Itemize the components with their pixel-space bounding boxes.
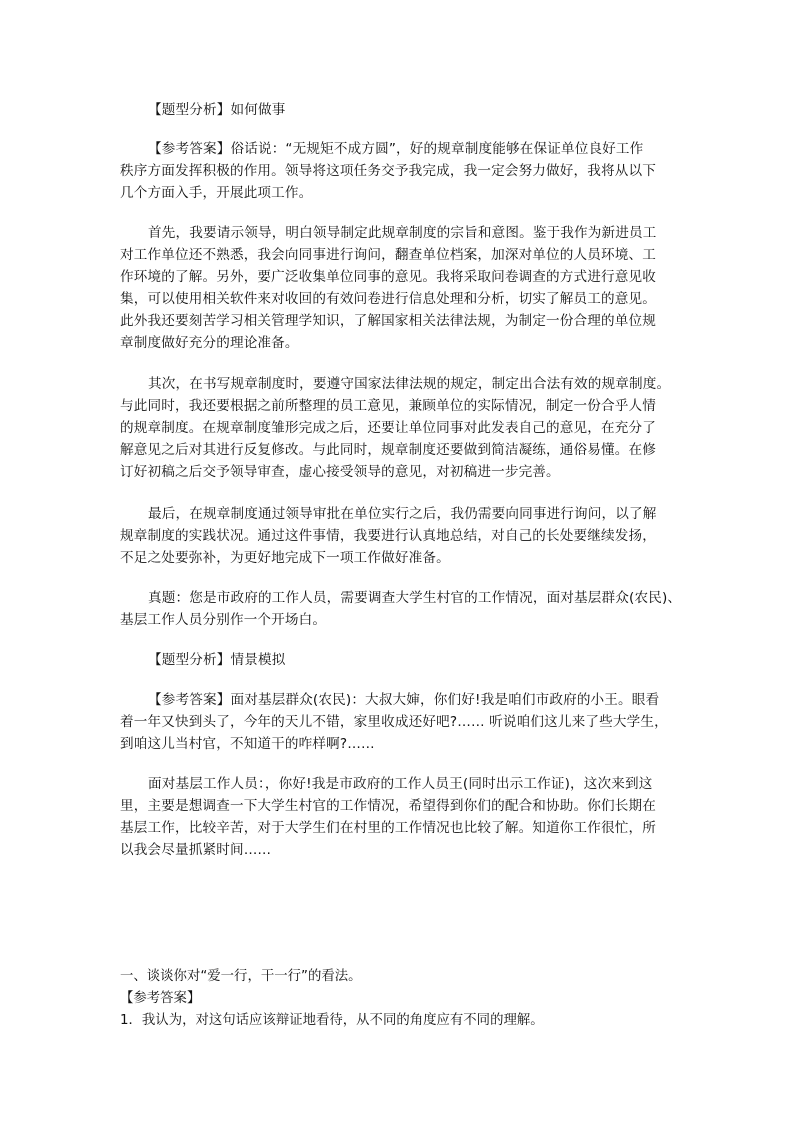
text-line: 对工作单位还不熟悉，我会向同事进行询问，翻查单位档案，加深对单位的人员环境、工 (120, 247, 657, 263)
paragraph-topic-analysis-1 (120, 99, 680, 121)
text-line: 此外我还要刻苦学习相关管理学知识，了解国家相关法律法规，为制定一份合理的单位规 (120, 313, 657, 329)
paragraph-staff-opening (120, 773, 680, 861)
text-line: 规章制度的实践状况。通过这件事情，我要进行认真地总结，对自己的长处要继续发扬， (120, 528, 657, 544)
text-line: 到咱这儿当村官，不知道干的咋样啊?…… (120, 736, 375, 752)
answer-label: 【参考答案】 (120, 991, 201, 1006)
answer-point-1: 1．我认为，对这句话应该辩证地看待，从不同的角度应有不同的理解。 (120, 1013, 544, 1028)
text-line: 的规章制度。在规章制度雏形完成之后，还要让单位同事对此发表自己的意见，在充分了 (120, 420, 657, 436)
text-line: 几个方面入手，开展此项工作。 (120, 185, 313, 201)
text-line: 章制度做好充分的理论准备。 (120, 335, 299, 351)
paragraph-reference-answer-2 (120, 689, 680, 755)
text-line: 【题型分析】如何做事 (148, 102, 286, 118)
text-line: 着一年又快到头了，今年的天儿不错，家里收成还好吧?…… 听说咱们这儿来了些大学生， (120, 714, 668, 730)
text-line: 【参考答案】俗话说：“无规矩不成方圆”，好的规章制度能够在保证单位良好工作 (148, 141, 644, 157)
paragraph-topic-analysis-2 (120, 649, 680, 671)
text-line: 基层工作人员分别作一个开场白。 (120, 612, 327, 628)
text-line: 【题型分析】情景模拟 (148, 652, 286, 668)
text-line: 集，可以使用相关软件来对收回的有效问卷进行信息处理和分析，切实了解员工的意见。 (120, 291, 657, 307)
paragraph-first-step (120, 222, 680, 354)
paragraph-real-question (120, 587, 680, 631)
text-line: 订好初稿之后交予领导审查，虚心接受领导的意见，对初稿进一步完善。 (120, 464, 560, 480)
question-love-job (120, 966, 680, 1032)
paragraph-final-step (120, 503, 680, 569)
text-line: 作环境的了解。另外，要广泛收集单位同事的意见。我将采取问卷调查的方式进行意见收 (120, 269, 657, 285)
text-line: 面对基层工作人员：，你好!我是市政府的工作人员王(同时出示工作证)，这次来到这 (148, 776, 653, 792)
paragraph-reference-answer-1 (120, 138, 680, 204)
text-line: 其次，在书写规章制度时，要遵守国家法律法规的规定，制定出合法有效的规章制度。 (148, 376, 671, 392)
text-line: 【参考答案】面对基层群众(农民)：大叔大婶，你们好!我是咱们市政府的小王。眼看 (148, 692, 660, 708)
text-line: 里，主要是想调查一下大学生村官的工作情况，希望得到你们的配合和协助。你们长期在 (120, 798, 657, 814)
paragraph-second-step (120, 373, 680, 483)
text-line: 以我会尽量抓紧时间…… (120, 842, 272, 858)
question-title: 一、谈谈你对“爱一行，干一行”的看法。 (120, 969, 362, 984)
text-line: 基层工作，比较辛苦，对于大学生们在村里的工作情况也比较了解。知道你工作很忙，所 (120, 820, 657, 836)
text-line: 不足之处要弥补，为更好地完成下一项工作做好准备。 (120, 550, 450, 566)
text-line: 秩序方面发挥积极的作用。领导将这项任务交予我完成，我一定会努力做好，我将从以下 (120, 163, 657, 179)
text-line: 首先，我要请示领导，明白领导制定此规章制度的宗旨和意图。鉴于我作为新进员工 (148, 225, 657, 241)
text-line: 与此同时，我还要根据之前所整理的员工意见，兼顾单位的实际情况，制定一份合乎人情 (120, 398, 657, 414)
text-line: 最后，在规章制度通过领导审批在单位实行之后，我仍需要向同事进行询问，以了解 (148, 506, 657, 522)
text-line: 解意见之后对其进行反复修改。与此同时，规章制度还要做到简洁凝练，通俗易懂。在修 (120, 442, 657, 458)
text-line: 真题：您是市政府的工作人员，需要调查大学生村官的工作情况，面对基层群众(农民)、 (148, 590, 682, 606)
